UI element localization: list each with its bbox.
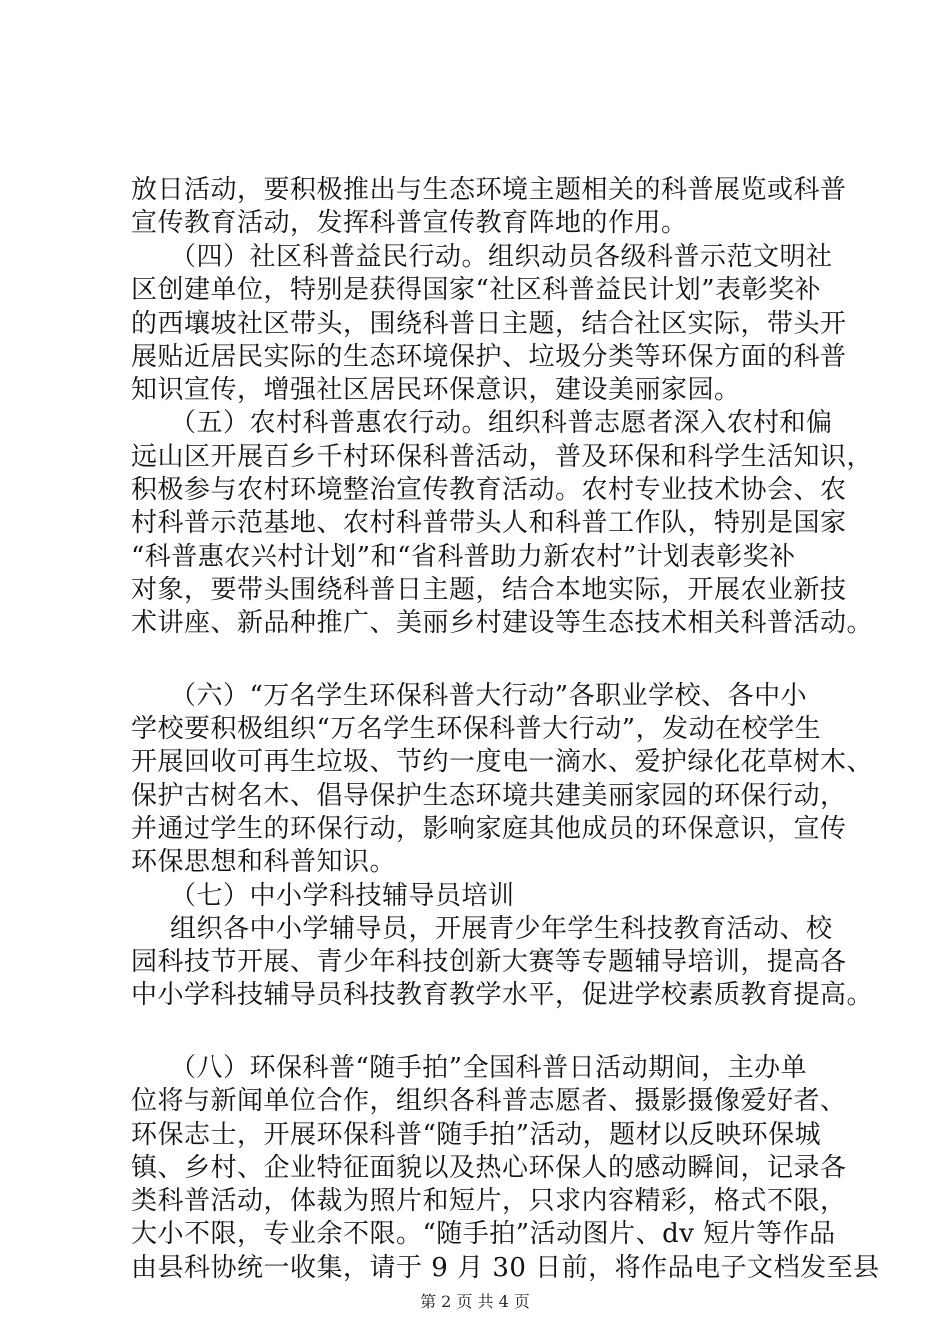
body-line: 类科普活动，体裁为照片和短片，只求内容精彩，格式不限， bbox=[131, 1186, 847, 1216]
body-line: 积极参与农村环境整治宣传教育活动。农村专业技术协会、农 bbox=[131, 475, 847, 505]
body-line: 对象，要带头围绕科普日主题，结合本地实际，开展农业新技 bbox=[131, 575, 847, 605]
page-number-footer: 第 2 页 共 4 页 bbox=[420, 1292, 530, 1311]
body-line: 组织各中小学辅导员，开展青少年学生科技教育活动、校 bbox=[170, 914, 833, 944]
body-line: 放日活动，要积极推出与生态环境主题相关的科普展览或科普 bbox=[131, 175, 847, 205]
body-line: 学校要积极组织“万名学生环保科普大行动”，发动在校学生 bbox=[131, 714, 822, 744]
body-line: 中小学科技辅导员科技教育教学水平，促进学校素质教育提高。 bbox=[131, 980, 874, 1010]
body-line: 园科技节开展、青少年科技创新大赛等专题辅导培训，提高各 bbox=[131, 947, 847, 977]
body-line: 保护古树名木、倡导保护生态环境共建美丽家园的环保行动， bbox=[131, 781, 847, 811]
body-line: 展贴近居民实际的生态环境保护、垃圾分类等环保方面的科普 bbox=[131, 342, 847, 372]
body-line: 镇、乡村、企业特征面貌以及热心环保人的感动瞬间，记录各 bbox=[131, 1153, 847, 1183]
body-line: 开展回收可再生垃圾、节约一度电一滴水、爱护绿化花草树木、 bbox=[131, 747, 874, 777]
body-line: 知识宣传，增强社区居民环保意识，建设美丽家园。 bbox=[131, 375, 741, 405]
section-heading-7: （七）中小学科技辅导员培训 bbox=[170, 881, 515, 911]
body-line: 大小不限，专业余不限。“随手拍”活动图片、dv 短片等作品 bbox=[131, 1219, 836, 1249]
section-heading-6: （六）“万名学生环保科普大行动”各职业学校、各中小 bbox=[170, 681, 808, 711]
body-line: 区创建单位，特别是获得国家“社区科普益民计划”表彰奖补 bbox=[131, 275, 822, 305]
section-heading-4: （四）社区科普益民行动。组织动员各级科普示范文明社 bbox=[170, 242, 833, 272]
section-heading-5: （五）农村科普惠农行动。组织科普志愿者深入农村和偏 bbox=[170, 408, 833, 438]
body-line: 村科普示范基地、农村科普带头人和科普工作队，特别是国家 bbox=[131, 508, 847, 538]
body-line: “科普惠农兴村计划”和“省科普助力新农村”计划表彰奖补 bbox=[131, 542, 796, 572]
body-line: 宣传教育活动，发挥科普宣传教育阵地的作用。 bbox=[131, 208, 688, 238]
body-line: 位将与新闻单位合作，组织各科普志愿者、摄影摄像爱好者、 bbox=[131, 1086, 847, 1116]
body-line: 环保思想和科普知识。 bbox=[131, 847, 397, 877]
body-line: 环保志士，开展环保科普“随手拍”活动，题材以反映环保城 bbox=[131, 1120, 822, 1150]
body-line: 的西壤坡社区带头，围绕科普日主题，结合社区实际，带头开 bbox=[131, 309, 847, 339]
body-line: 并通过学生的环保行动，影响家庭其他成员的环保意识，宣传 bbox=[131, 814, 847, 844]
body-line: 由县科协统一收集，请于 9 月 30 日前，将作品电子文档发至县 bbox=[131, 1253, 880, 1283]
body-line: 术讲座、新品种推广、美丽乡村建设等生态技术相关科普活动。 bbox=[131, 608, 874, 638]
section-heading-8: （八）环保科普“随手拍”全国科普日活动期间，主办单 bbox=[170, 1053, 808, 1083]
body-line: 远山区开展百乡千村环保科普活动，普及环保和科学生活知识， bbox=[131, 442, 874, 472]
